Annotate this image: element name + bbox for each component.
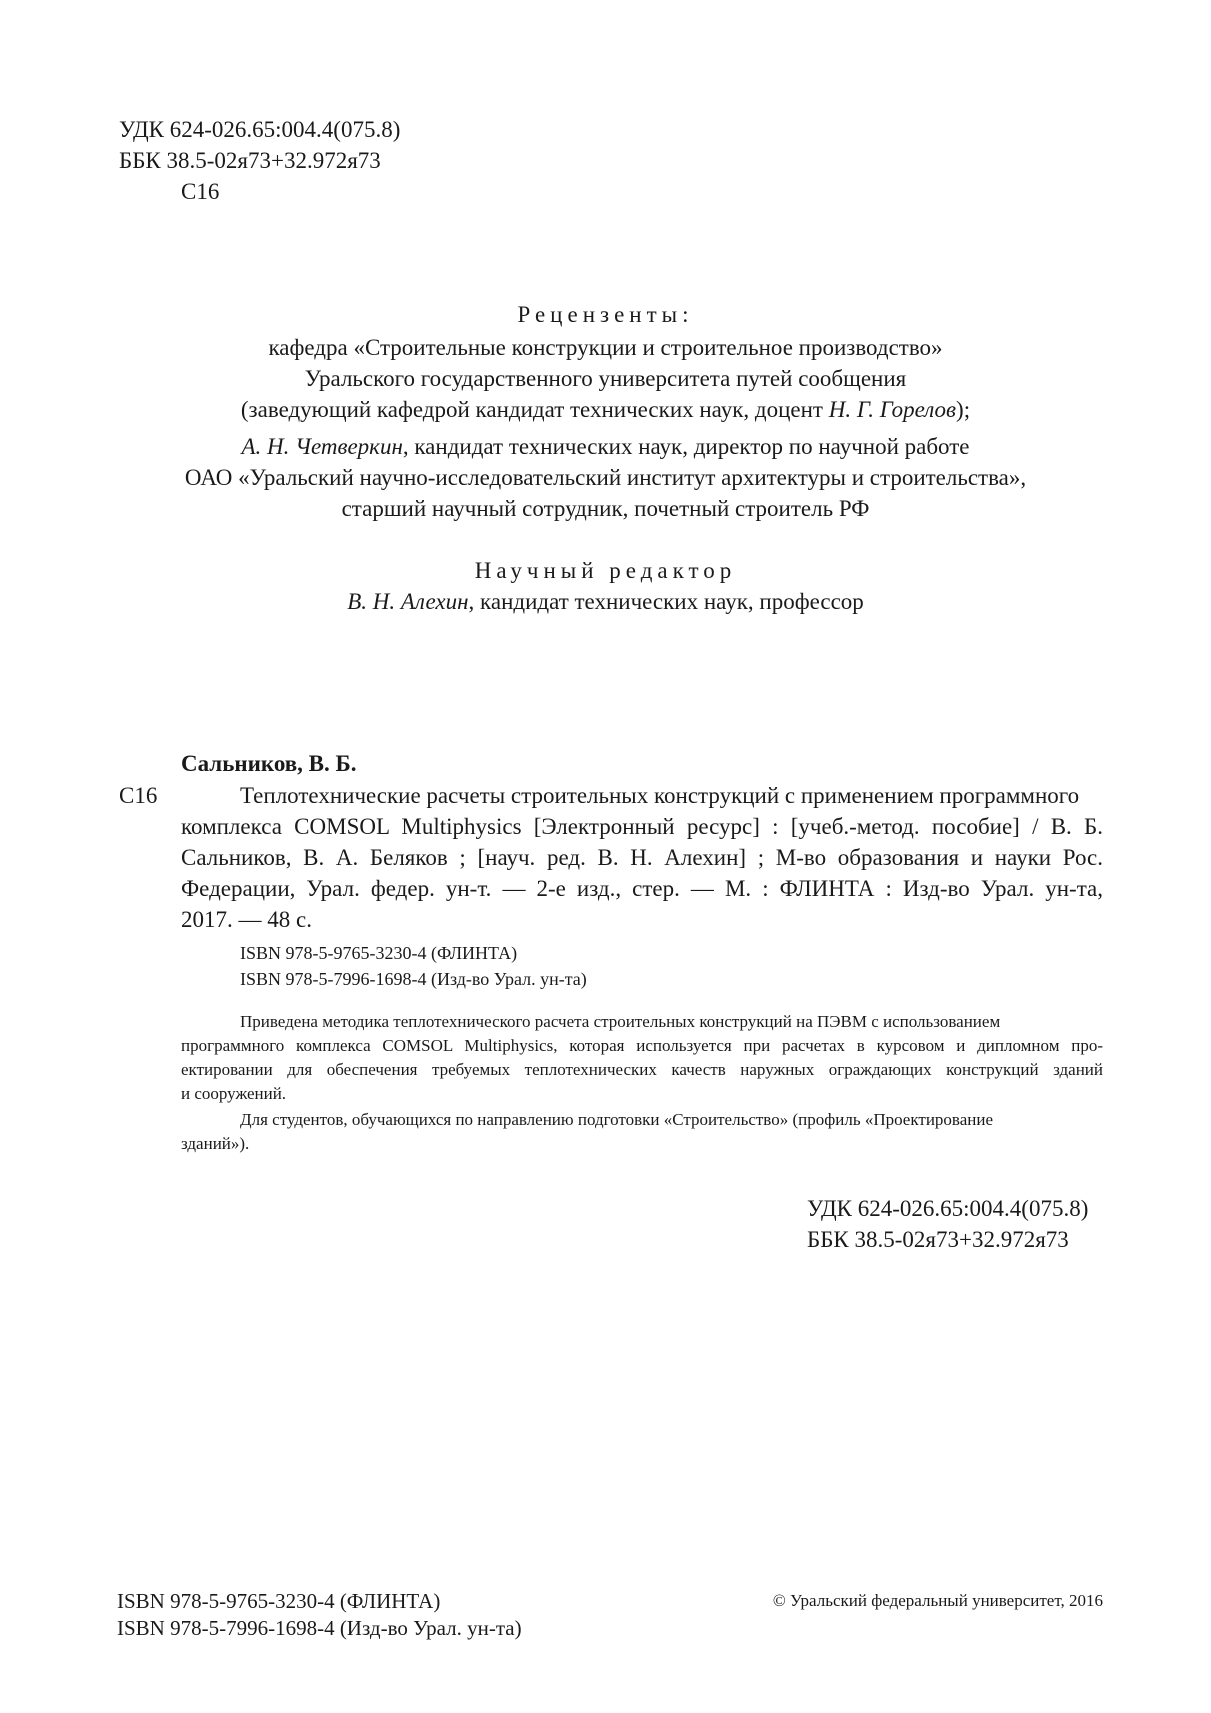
reviewer-1-line-3 bbox=[0, 395, 1211, 425]
record-line-2: комплекса COMSOL Multiphysics [Электронный ресурс] : [учеб.-метод. пособие] / В. Б. bbox=[181, 814, 1103, 839]
reviewers-heading: Рецензенты: bbox=[517, 302, 694, 327]
record-isbn-1: ISBN 978-5-9765-3230-4 (ФЛИНТА) bbox=[240, 943, 518, 963]
top-bbk: ББК 38.5-02я73+32.972я73 bbox=[119, 148, 381, 173]
top-author-code: С16 bbox=[181, 179, 220, 204]
abstract-line-1: Приведена методика теплотехнического расчета строительных конструкций на ПЭВМ с использованием bbox=[240, 1012, 1001, 1031]
editor-name: В. Н. Алехин bbox=[347, 589, 469, 614]
bottom-bbk: ББК 38.5-02я73+32.972я73 bbox=[807, 1227, 1069, 1252]
record-line-5: 2017. — 48 с. bbox=[181, 907, 312, 932]
reviewer-2-line-1-post: , кандидат технических наук, директор по научной работе bbox=[402, 434, 970, 459]
record-line-1: Теплотехнические расчеты строительных конструкций с применением программного bbox=[240, 783, 1080, 808]
audience-line-1: Для студентов, обучающихся по направлению подготовки «Строительство» (профиль «Проектирование bbox=[240, 1110, 994, 1129]
footer-copyright: © Уральский федеральный университет, 2016 bbox=[772, 1591, 1103, 1610]
editor-line bbox=[0, 587, 1211, 617]
footer-isbn-1: ISBN 978-5-9765-3230-4 (ФЛИНТА) bbox=[117, 1589, 441, 1613]
reviewer-1-line-2: Уральского государственного университета путей сообщения bbox=[304, 366, 907, 391]
editor-credentials: , кандидат технических наук, профессор bbox=[468, 589, 864, 614]
record-line-3: Сальников, В. А. Беляков ; [науч. ред. В. Н. Алехин] ; М-во образования и науки Рос. bbox=[181, 845, 1103, 870]
reviewer-1-head-name: Н. Г. Горелов bbox=[828, 397, 957, 422]
abstract-line-2: программного комплекса COMSOL Multiphysics, которая используется при расчетах в курсовом и дипломном про- bbox=[181, 1036, 1103, 1055]
audience-line-2: зданий»). bbox=[181, 1134, 250, 1153]
reviewer-2-line-2: ОАО «Уральский научно-исследовательский институт архитектуры и строительства», bbox=[184, 465, 1027, 490]
record-code: С16 bbox=[119, 783, 158, 808]
footer-isbn-2: ISBN 978-5-7996-1698-4 (Изд-во Урал. ун-та) bbox=[117, 1616, 522, 1640]
reviewer-2-line-3: старший научный сотрудник, почетный строитель РФ bbox=[341, 496, 870, 521]
abstract-line-4: и сооружений. bbox=[181, 1084, 287, 1103]
reviewer-2-name: А. Н. Четверкин bbox=[241, 434, 403, 459]
record-line-4: Федерации, Урал. федер. ун-т. — 2-е изд., стер. — М. : ФЛИНТА : Изд-во Урал. ун-та, bbox=[181, 876, 1103, 901]
reviewer-1-line-1: кафедра «Строительные конструкции и строительное производство» bbox=[268, 335, 943, 360]
reviewer-1-line-3-pre: (заведующий кафедрой кандидат технических наук, доцент bbox=[240, 397, 829, 422]
record-isbn-2: ISBN 978-5-7996-1698-4 (Изд-во Урал. ун-та) bbox=[240, 969, 587, 989]
abstract-line-3: ектировании для обеспечения требуемых теплотехнических качеств наружных ограждающих конструкций зданий bbox=[181, 1060, 1103, 1079]
editor-heading: Научный редактор bbox=[474, 558, 737, 583]
top-udk: УДК 624-026.65:004.4(075.8) bbox=[119, 117, 401, 142]
record-author: Сальников, В. Б. bbox=[181, 751, 357, 776]
bottom-udk: УДК 624-026.65:004.4(075.8) bbox=[807, 1196, 1089, 1221]
reviewer-1-line-3-post: ); bbox=[956, 397, 971, 422]
reviewer-2-line-1 bbox=[0, 432, 1211, 462]
